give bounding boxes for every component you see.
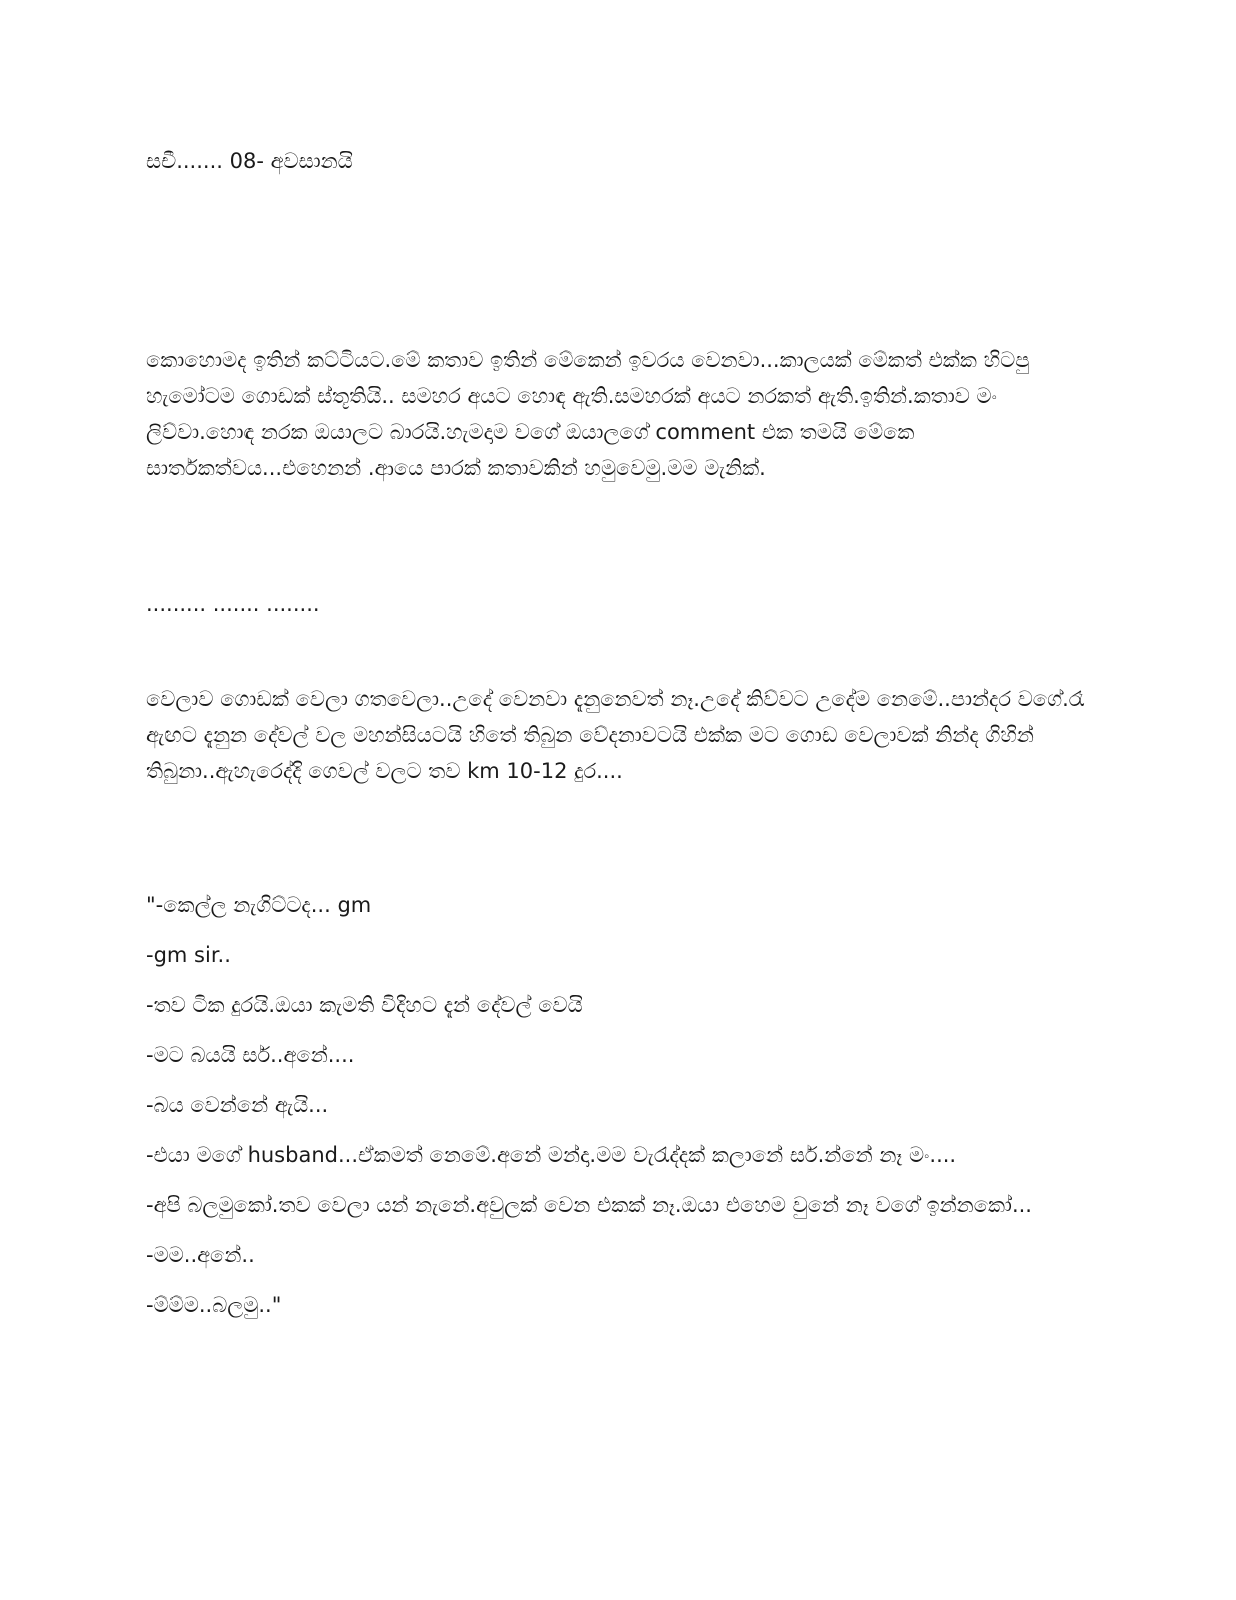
document-title: සචී....... 08- අවසානයි xyxy=(146,149,353,173)
dialogue-line: -ම්ම්ම..බලමු.." xyxy=(146,1293,282,1317)
dialogue-line: -එයා මගේ husband...ඒකමත් නෙමේ.අනේ මන්දා.මම වැරැද්දක් කලානේ සර්.න්නේ නෑ මං.... xyxy=(146,1143,957,1167)
separator-text: ......... ....... ........ xyxy=(146,592,320,616)
intro-paragraph xyxy=(146,342,1086,486)
dialogue-line: -බය වෙන්නේ ඇයි... xyxy=(146,1093,329,1117)
dialogue-line: -gm sir.. xyxy=(146,943,231,967)
dialogue-line: "-කෙල්ල නැගිට්ටද... gm xyxy=(146,893,372,917)
dialogue-line: -මට බයයි සර්..අනේ.... xyxy=(146,1043,355,1067)
dialogue-block xyxy=(146,888,1086,1338)
dialogue-line: -තව ටික දුරයි.ඔයා කැමති විදිහට දැන් දේවල් වෙයි xyxy=(146,993,583,1017)
narration-text: වෙලාව ගොඩක් වෙලා ගතවෙලා..උදේ වෙනවා දැනුනෙවත් නෑ.උදේ කිව්වට උදේම නෙමේ..පාන්දර වගේ.රෑ ඇඟට දැනුන දේවල් වල මහන්සියටයි හිතේ තිබුන වේදනාවටයි එක්ක මට ගොඩ වෙලාවක් නින්ද ගිහින් තිබුනා..ඇහැරෙද්දි ගෙවල් වලට තව km 10-12 දුර.... xyxy=(146,687,1085,783)
narration-paragraph xyxy=(146,681,1086,789)
intro-text: කොහොමද ඉතින් කට්ටියට.මේ කතාව ඉතින් මේකෙන් ඉවරය වෙනවා...කාලයක් මේකත් එක්ක හිටපු හැමෝටම ගොඩක් ස්තූතියි.. සමහර අයට හොඳ ඇති.සමහරක් අයට නරකත් ඇති.ඉතින්.කතාව මං ලිව්වා.හොඳ නරක ඔයාලට බාරයි.හැමදාම වගේ ඔයාලගේ comment එක තමයි මේකෙ සාර්තකත්වය...එහෙනන් .ආයෙ පාරක් කතාවකින් හමුවෙමු.මම මැනික්. xyxy=(146,348,1030,480)
dialogue-line: -මම..අනේ.. xyxy=(146,1243,255,1267)
section-separator xyxy=(146,586,1086,622)
dialogue-line: -අපි බලමුකෝ.තව වෙලා යන් නැනේ.අවුලක් වෙන එකක් නෑ.ඔයා එහෙම වුනේ නෑ වගේ ඉන්නකෝ... xyxy=(146,1193,1032,1217)
